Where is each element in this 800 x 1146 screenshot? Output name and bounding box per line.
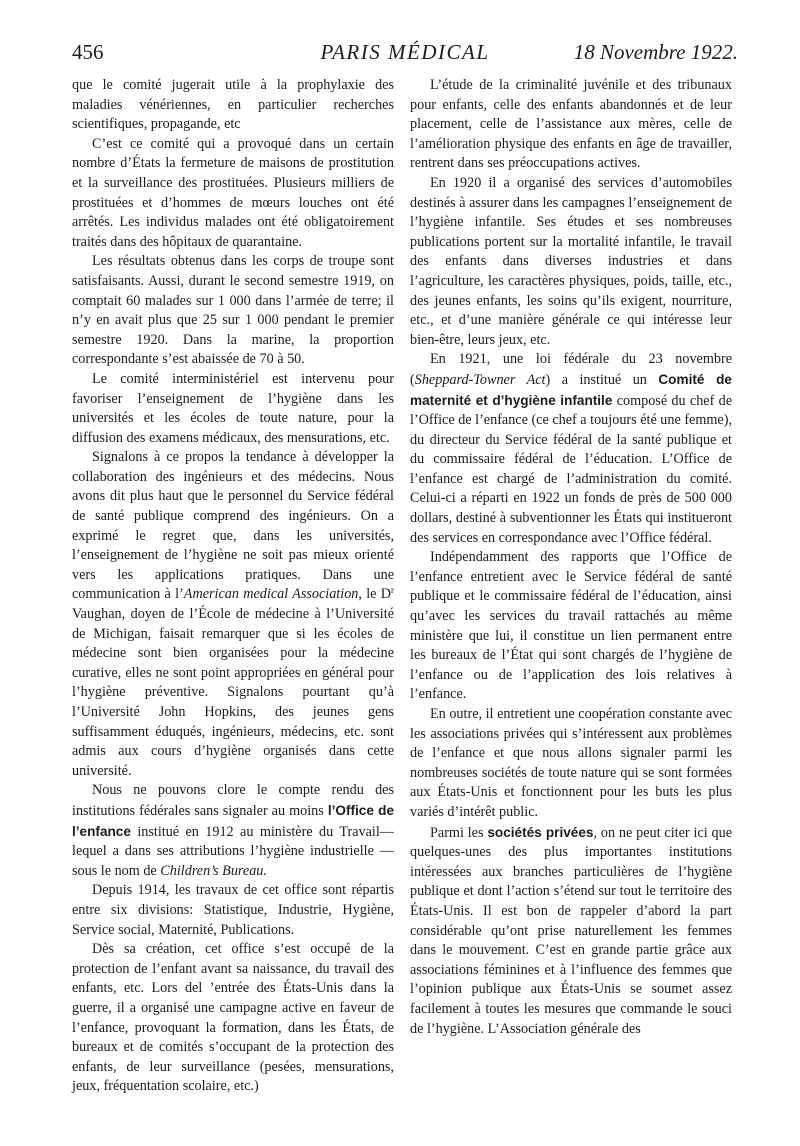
page-number: 456 xyxy=(72,40,104,64)
text-run: En 1921, une loi fédérale du 23 novembre ( xyxy=(410,351,732,388)
paragraph: Dès sa création, cet office s’est occupé de la protection de l’enfant avant sa naissance, du travail des enfants, etc. Lors del ’entrée des États-Unis dans la guerre, il a organisé une campagne active en faveur de l’enfance, provoquant la formation, dans les États, de bureaux et de comités s’occupant de la protection des enfants, de leur surveillance (pesées, mensurations, jeux, fréquentation scolaire, etc.) xyxy=(72,941,394,1095)
italic-text: Children’s Bureau. xyxy=(160,862,267,879)
paragraph: Depuis 1914, les travaux de cet office sont répartis entre six divisions: Statistique, Industrie, Hygiène, Service social, Maternité, Publications. xyxy=(72,882,394,938)
paragraph: En outre, il entretient une coopération constante avec les associations privées qui s’intéressent aux problèmes de l’enfance et que nous allons signaler parmi les nombreuses sociétés de toute nature qui se sont formées aux États-Unis et fonctionnent pour les buts les plus variés d’intérêt public. xyxy=(410,706,732,820)
paragraph: Indépendamment des rapports que l’Office de l’enfance entretient avec le Service fédéral de santé publique et le commissaire fédéral de l’éducation, ainsi qu’avec les services du travail rattachés au même ministère que lui, il constitue un lien permanent entre les bureaux de l’État qui sont chargés de l’hygiène de l’enfance ou de l’application des lois relatives à l’enfance. xyxy=(410,549,732,703)
running-header xyxy=(72,40,738,70)
bold-text: Comité de maternité et d’hygiène infantile xyxy=(410,371,732,408)
text-run: Vaughan, doyen de l’École de médecine à l’Université de Michigan, faisait remarquer que si les écoles de médecine sont bien organisées pour la médecine curative, elles ne sont point appropriées en général pour l’hygiène préventive. Signalons pourtant qu’à l’Université John Hopkins, des jeunes gens suffisamment éduqués, ingénieurs, médecins, etc. sont admis aux cours d’hygiène organisés dans cette université. xyxy=(72,606,394,779)
italic-text: Sheppard-Towner Act xyxy=(414,371,546,388)
paragraph: En 1920 il a organisé des services d’automobiles destinés à assurer dans les campagnes l’enseignement de l’hygiène infantile. Ses études et ses nombreuses publications portent sur la mortalité infantile, le travail des enfants dans diverses industries et dans l’agriculture, les caractères physiques, poids, taille, etc., des jeunes enfants, les soins qu’ils exigent, nourriture, etc., et d’une manière générale ce qui intéresse leur bien-être, leurs jeux, etc. xyxy=(410,174,732,348)
paragraph: C’est ce comité qui a provoqué dans un certain nombre d’États la fermeture de maisons de prostitution et la surveillance des prostituées. Plusieurs milliers de prostituées et d’hommes de mœurs louches ont été arrêtés. Les individus malades ont été obligatoirement traités dans des hôpitaux de quarantaine. xyxy=(72,135,394,250)
text-run: , le D xyxy=(358,586,391,603)
paragraph xyxy=(72,448,394,781)
paragraph: L’étude de la criminalité juvénile et des tribunaux pour enfants, celle des enfants abandonnés et de leur placement, celle de l’assistance aux mères, celle de l’amélioration physique des enfants en âge de travailler, rentrent dans ses préoccupations actives. xyxy=(410,77,732,172)
bold-text: l’Office de l’enfance xyxy=(72,802,395,839)
left-column xyxy=(72,76,394,1097)
text-run: , on ne peut citer ici que quelques-unes des plus importantes institutions intéressées aux branches particulières de l’hygiène publique et dont l’action s’étend sur tout le territoire des États-Unis. Il est bon de rappeler d’abord la part considérable qu’ont prise naturellement les femmes dans le mouvement. C’est en grande partie grâce aux associations féminines et à l’influence des femmes que l’opinion publique aux États-Unis se soumet assez facilement à toutes les mesures que commande le souci de l’hygiène. L’Association générale des xyxy=(410,824,733,1037)
issue-date: 18 Novembre 1922. xyxy=(573,40,738,64)
paragraph: que le comité jugerait utile à la prophylaxie des maladies vénériennes, en particulier recherches scientifiques, propagande, etc xyxy=(72,77,394,133)
paragraph xyxy=(410,823,732,1040)
paragraph xyxy=(72,781,394,881)
text-run: ) a institué un xyxy=(545,371,659,388)
bold-text: sociétés privées xyxy=(487,824,594,840)
superscript: r xyxy=(391,585,394,596)
paragraph xyxy=(410,350,732,548)
text-run: Signalons à ce propos la tendance à développer la collaboration des ingénieurs et des médecins. Nous avons dit plus haut que le personnel du Service fédéral de santé publique comprend des ingénieurs. On a exprimé le regret que, dans les universités, l’enseignement de l’hygiène ne soit pas mieux orienté vers les applications pratiques. Dans une communication à l’ xyxy=(72,449,394,603)
paragraph: Le comité interministériel est intervenu pour favoriser l’enseignement de l’hygiène dans les universités et les écoles de toute nature, pour la diffusion des examens médicaux, des mensurations, etc. xyxy=(72,370,394,446)
paragraph: Les résultats obtenus dans les corps de troupe sont satisfaisants. Aussi, durant le second semestre 1919, on comptait 60 malades sur 1 000 dans l’armée de terre; il n’y en avait plus que 25 sur 1 000 pendant le premier semestre 1920. Dans la marine, la proportion correspondante s’est abaissée de 70 à 50. xyxy=(72,253,394,368)
text-run: composé du chef de l’Office de l’enfance (ce chef a toujours été une femme), du directeur du Service fédéral de la santé publique et du commissaire fédéral de l’éducation. L’Office de l’enfance est chargé de l’administration du comité. Celui-ci a réparti en 1922 un fonds de près de 500 000 dollars, destiné à subventionner les États qui institueront des services en correspondance avec l’Office fédéral. xyxy=(410,392,732,546)
italic-text: American medical Association xyxy=(183,586,359,603)
journal-title: PARIS MÉDICAL xyxy=(320,40,490,64)
text-run: Nous ne pouvons clore le compte rendu des institutions fédérales sans signaler au moins xyxy=(72,782,394,819)
text-run: institué en 1912 au ministère du Travail— lequel a dans ses attributions l’hygiène industrielle — sous le nom de xyxy=(72,823,394,879)
text-run: Parmi les xyxy=(430,824,488,841)
right-column xyxy=(410,76,732,1039)
